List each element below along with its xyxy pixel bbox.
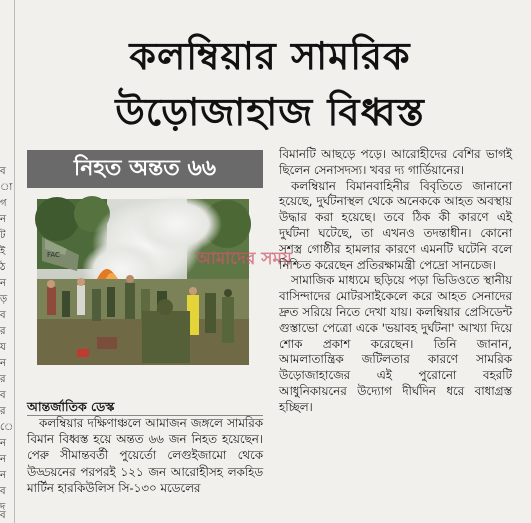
article-column-right xyxy=(279,147,512,416)
margin-char: য xyxy=(0,342,6,353)
margin-char: ট xyxy=(0,230,6,241)
casualty-tag: নিহত অন্তত ৬৬ xyxy=(27,150,263,188)
margin-char: ন xyxy=(0,470,6,481)
margin-char: ন xyxy=(0,358,6,369)
margin-char: া xyxy=(0,182,13,193)
margin-char: ব xyxy=(0,166,6,177)
previous-column-margin xyxy=(0,0,14,523)
margin-char: ই xyxy=(0,246,6,257)
watermark: আমাদের সময় xyxy=(196,249,292,269)
margin-char: ন xyxy=(0,438,6,449)
desk-byline: আন্তর্জাতিক ডেস্ক xyxy=(27,399,115,414)
paragraph: সামাজিক মাধ্যমে ছড়িয়ে পড়া ভিডিওতে স্থানীয় বাসিন্দাদের মোটরসাইকেলে করে আহত সেনাদের দ্রুত সরিয়ে নিতে দেখা যায়। কলম্বিয়ার প্রেসিডেন্ট গুস্তাভো পেত্রো একে 'ভয়াবহ দুর্ঘটনা' আখ্যা দিয়ে শোক প্রকাশ করেছেন। তিনি জানান, আমলাতান্ত্রিক জটিলতার কারণে সামরিক উড়োজাহাজের এই পুরোনো বহরটি আধুনিকায়নের উদ্যোগ দীর্ঘদিন ধরে বাধাগ্রস্ত হচ্ছিল। xyxy=(279,273,512,414)
margin-char: র xyxy=(0,406,6,417)
margin-char: ন xyxy=(0,214,6,225)
paragraph: কলম্বিয়ান বিমানবাহিনীর বিবৃতিতে জানানো হয়েছে, দুর্ঘটনাস্থল থেকে অনেককে আহত অবস্থায় উদ্ধার করা হয়েছে। তবে ঠিক কী কারণে এই দুর্ঘটনা ঘটেছে, তা এখনও তদন্তাধীন। কোনো সশস্ত্র গোষ্ঠীর হামলার কারণে এমনটি ঘটেনি বলে নিশ্চিত করেছেন প্রতিরক্ষামন্ত্রী পেদ্রো সানচেজ। xyxy=(279,178,512,272)
margin-char: র xyxy=(0,374,6,385)
margin-char: ব xyxy=(0,390,6,401)
headline-line-2: উড়োজাহাজ বিধ্বস্ত xyxy=(115,90,425,134)
paragraph: বিমানটি আছড়ে পড়ে। আরোহীদের বেশির ভাগই ছিলেন সেনাসদস্য। খবর দ্য গার্ডিয়ানের। xyxy=(279,147,512,177)
margin-char: ব xyxy=(0,510,6,521)
column-divider xyxy=(14,0,15,523)
margin-char: দ xyxy=(0,502,6,513)
crash-site-photo xyxy=(37,199,249,365)
margin-char: ন xyxy=(0,278,6,289)
margin-char: ন xyxy=(0,454,6,465)
margin-char: ড় xyxy=(0,294,8,305)
margin-char: গ xyxy=(0,198,7,209)
svg-text:FAC: FAC xyxy=(47,251,60,259)
paragraph: কলম্বিয়ার দক্ষিণাঞ্চলে আমাজন জঙ্গলে সামরিক বিমান বিধ্বস্ত হয়ে অন্তত ৬৬ জন নিহত হয়েছেন। পেরু সীমান্তবর্তী পুয়ের্তো লেগুইজামো থেকে উড্ডয়নের পরপরই ১২১ জন আরোহীসহ লকহিড মার্টিন হারকিউলিস সি-১৩০ মডেলের xyxy=(27,416,263,495)
margin-char: ব xyxy=(0,310,6,321)
article-column-left xyxy=(27,415,263,496)
margin-char: ব xyxy=(0,486,6,497)
margin-char: র xyxy=(0,326,6,337)
margin-char: ে xyxy=(0,422,14,433)
margin-char: ঠ xyxy=(0,262,6,273)
headline-line-1: কলম্বিয়ার সামরিক xyxy=(129,34,411,78)
